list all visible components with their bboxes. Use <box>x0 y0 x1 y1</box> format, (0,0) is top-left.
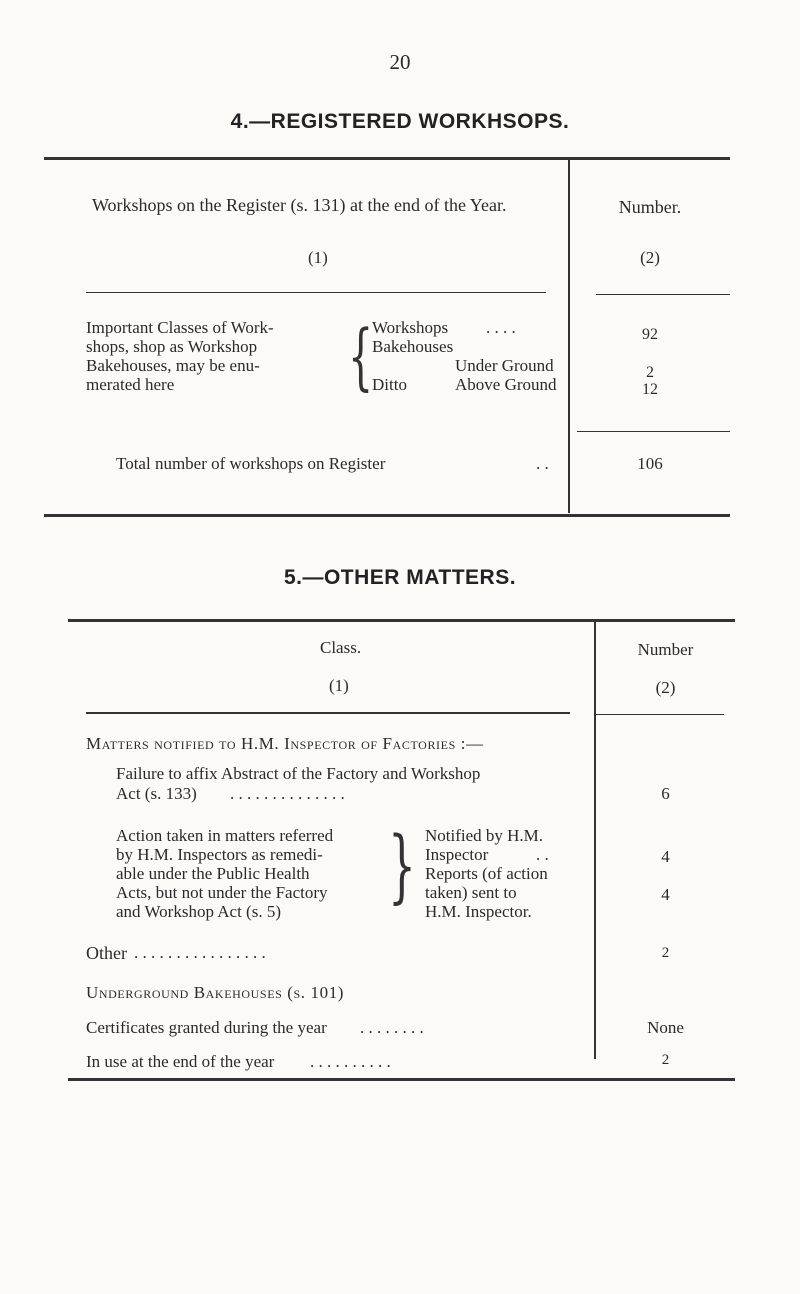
action-line: and Workshop Act (s. 5) <box>116 902 281 921</box>
total-label: Total number of workshops on Register <box>116 454 386 473</box>
brace-icon: } <box>388 819 416 912</box>
header-rule-right <box>596 294 730 295</box>
under-ground-value: 2 <box>646 364 654 381</box>
header-rule-left <box>86 712 570 714</box>
brace-icon: { <box>348 314 374 398</box>
failure-line-2: Act (s. 133) <box>116 784 197 803</box>
under-ground-label: Under Ground <box>455 356 554 375</box>
certificates-value: None <box>647 1018 684 1037</box>
workshops-label: Workshops <box>372 318 449 337</box>
ditto-label: Ditto <box>372 375 407 394</box>
underground-bakehouses-title: Underground Bakehouses (s. 101) <box>86 983 345 1002</box>
column-1-header: Workshops on the Register (s. 131) at the end of the Year. <box>92 195 507 215</box>
table-bottom-rule <box>44 514 730 517</box>
above-ground-value: 12 <box>642 381 658 398</box>
total-dots: . . <box>536 454 549 473</box>
outcome-line: Inspector <box>425 845 489 864</box>
table-bottom-rule <box>68 1078 735 1081</box>
classes-label-line: Bakehouses, may be enu- <box>86 356 260 375</box>
in-use-dots: . . . . . . . . . . <box>310 1052 391 1071</box>
section-5-heading: 5.—OTHER MATTERS. <box>283 566 517 589</box>
notified-value: 4 <box>661 847 670 866</box>
header-rule-left <box>86 292 546 293</box>
certificates-label: Certificates granted during the year <box>86 1018 327 1037</box>
failure-dots: . . . . . . . . . . . . . . <box>230 784 345 803</box>
workshops-dots: . . . . <box>486 318 516 337</box>
column-2-number: (2) <box>655 678 676 697</box>
class-header: Class. <box>320 638 362 657</box>
above-ground-label: Above Ground <box>455 375 557 394</box>
certificates-dots: . . . . . . . . <box>360 1018 424 1037</box>
failure-line-1: Failure to affix Abstract of the Factory and Workshop <box>116 764 481 783</box>
action-line: Acts, but not under the Factory <box>116 883 328 902</box>
reports-value: 4 <box>661 885 670 904</box>
bakehouses-label: Bakehouses <box>372 337 454 356</box>
column-2-header: Number. <box>618 197 682 217</box>
other-value: 2 <box>661 945 670 961</box>
workshops-value: 92 <box>642 326 658 343</box>
total-rule <box>577 431 730 432</box>
action-line: Action taken in matters referred <box>116 826 334 845</box>
failure-value: 6 <box>661 784 670 803</box>
column-2-number: (2) <box>640 248 660 267</box>
table-top-rule <box>68 619 735 622</box>
classes-label-line: shops, shop as Workshop <box>86 337 258 356</box>
table-top-rule <box>44 157 730 160</box>
header-rule-right <box>596 714 724 715</box>
other-label: Other <box>86 943 127 963</box>
in-use-label: In use at the end of the year <box>86 1052 275 1071</box>
action-line: able under the Public Health <box>116 864 310 883</box>
outcome-line: H.M. Inspector. <box>425 902 532 921</box>
inspector-dots: . . <box>536 845 549 864</box>
other-dots: . . . . . . . . . . . . . . . . <box>134 943 266 962</box>
outcome-line: Reports (of action <box>425 864 548 883</box>
total-value: 106 <box>637 454 663 473</box>
column-1-number: (1) <box>329 676 349 695</box>
number-header: Number <box>637 640 694 659</box>
action-line: by H.M. Inspectors as remedi- <box>116 845 323 864</box>
in-use-value: 2 <box>661 1052 670 1068</box>
outcome-line: taken) sent to <box>425 883 517 902</box>
page-number: 20 <box>389 50 411 74</box>
classes-label-line: Important Classes of Work- <box>86 318 274 337</box>
outcome-line: Notified by H.M. <box>425 826 544 845</box>
column-1-number: (1) <box>308 248 328 267</box>
matters-notified-title: Matters notified to H.M. Inspector of Factories :— <box>86 734 484 753</box>
section-4-heading: 4.—REGISTERED WORKHSOPS. <box>230 110 570 133</box>
classes-label-line: merated here <box>86 375 175 394</box>
